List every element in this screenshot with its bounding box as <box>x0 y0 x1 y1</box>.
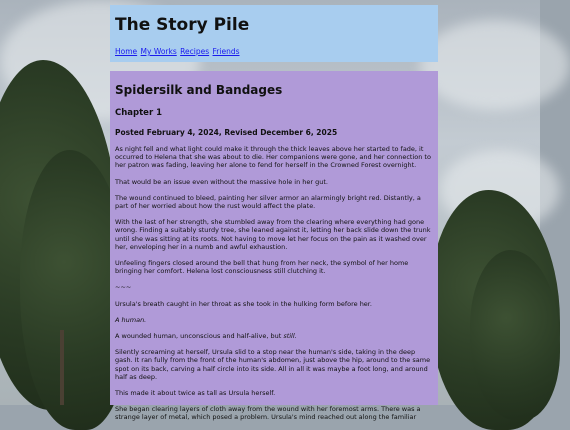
cloud <box>420 20 570 110</box>
story-paragraph: A wounded human, unconscious and half-alive, but still. <box>115 332 297 341</box>
tree-trunk <box>60 330 64 405</box>
story-paragraph-emphasis <box>115 316 433 324</box>
story-title: Spidersilk and Bandages <box>115 83 283 97</box>
site-nav <box>115 47 433 56</box>
story-paragraph: Unfeeling fingers closed around the bell that hung from her neck, the symbol of her home bringing her comfort. Helena lost consciousness still clutching it. <box>115 259 409 276</box>
nav-link-recipes[interactable]: Recipes <box>180 47 210 56</box>
nav-link-friends[interactable]: Friends <box>212 47 240 56</box>
nav-link-my-works[interactable]: My Works <box>140 47 177 56</box>
site-title: The Story Pile <box>115 15 250 35</box>
emphasized-word: still <box>283 332 295 341</box>
chapter-heading: Chapter 1 <box>115 108 163 118</box>
story-paragraph: Ursula's breath caught in her throat as she took in the hulking form before her. <box>115 299 372 308</box>
site-header <box>110 5 438 62</box>
story-paragraph: The wound continued to bleed, painting her silver armor an alarmingly bright red. Distantly, a part of her worried about how the rust would affect the plate. <box>115 193 421 211</box>
story-paragraph: She began clearing layers of cloth away from the wound with her foremost arms. There was a strange layer of metal, which posed a problem. Ursula's mind reached out along the familiar <box>115 405 421 422</box>
story-paragraph: Silently screaming at herself, Ursula slid to a stop near the human's side, taking in the deep gash. It ran fully from the front of the human's abdomen, just above the hip, around to the same spot on its back, carving a half circle into its side. All in all it was maybe a foot long, and around half as deep. <box>115 348 431 381</box>
story-content[interactable] <box>110 71 438 422</box>
emphasized-text: A human. <box>115 315 147 324</box>
scene-break: ~~~ <box>115 283 132 292</box>
story-paragraph: With the last of her strength, she stumbled away from the clearing where everything had gone wrong. Finding a suitably sturdy tree, she leaned against it, letting her back slide down the trunk until she was sitting at its roots. Not having to move let her focus on the pain as it washed over her, enveloping her in a numb and awful exhaustion. <box>115 218 431 251</box>
posted-date: Posted February 4, 2024, Revised December 6, 2025 <box>115 128 338 137</box>
story-paragraph: This made it about twice as tall as Ursula herself. <box>115 389 276 398</box>
story-paragraph: As night fell and what light could make it through the thick leaves above her started to fade, it occurred to Helena that she was about to die. Her companions were gone, and her connection to her patron was fading, leaving her alone to fend for herself in the Crowned Forest overnight. <box>115 145 431 170</box>
story-paragraph: That would be an issue even without the massive hole in her gut. <box>115 177 328 186</box>
nav-link-home[interactable]: Home <box>115 47 138 56</box>
